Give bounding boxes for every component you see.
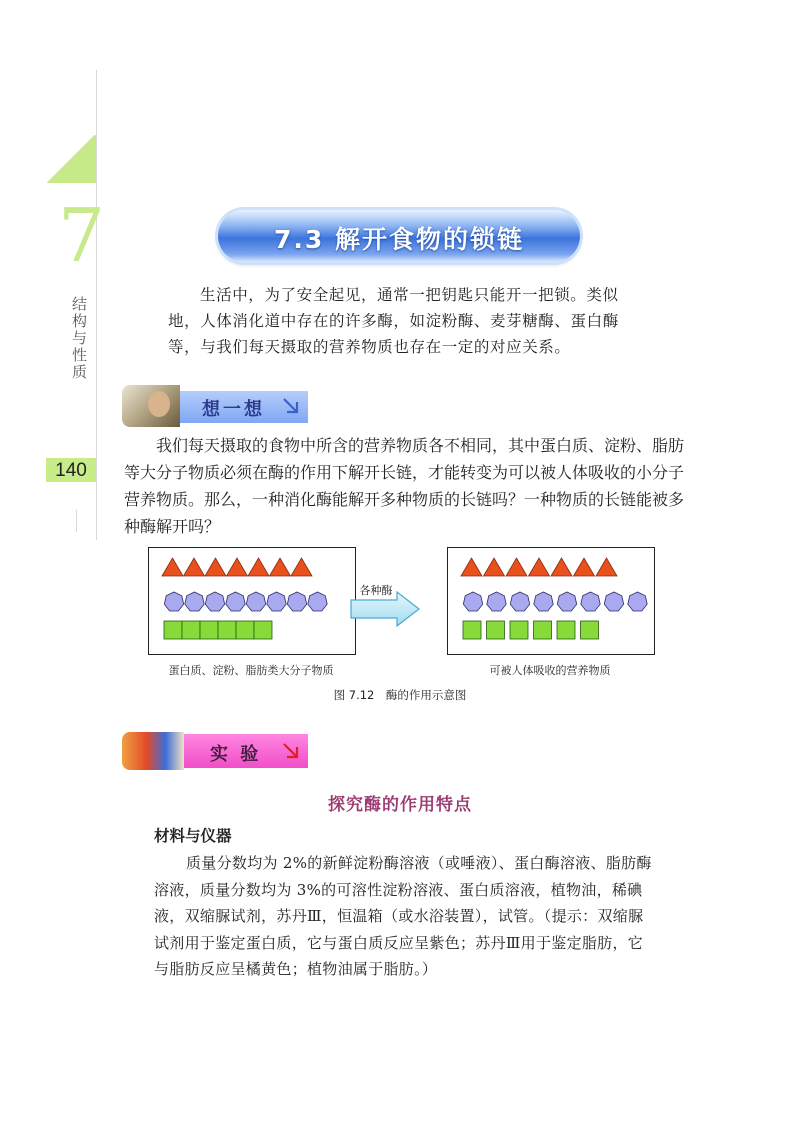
triangle-unit <box>574 558 595 576</box>
square-unit <box>218 621 236 639</box>
experiment-title: 探究酶的作用特点 <box>328 795 472 815</box>
figure-caption: 图 7.12 酶的作用示意图 <box>333 688 467 702</box>
figure-left-caption: 蛋白质、淀粉、脂肪类大分子物质 <box>168 664 334 677</box>
arrow-down-right-icon <box>282 742 300 760</box>
square-unit <box>164 621 182 639</box>
heptagon-unit <box>164 592 183 611</box>
nutrient-diagram <box>448 548 654 654</box>
arrow-label: 各种酶 <box>359 584 393 597</box>
triangle-unit <box>205 558 226 576</box>
square-unit <box>200 621 218 639</box>
heptagon-unit <box>628 592 647 611</box>
chapter-tab-triangle <box>46 135 96 183</box>
triangle-unit <box>184 558 205 576</box>
heptagon-unit <box>205 592 224 611</box>
think-paragraph: 我们每天摄取的食物中所含的营养物质各不相同，其中蛋白质、淀粉、脂肪等大分子物质必须在酶的作用下解开长链，才能转变为可以被人体吸收的小分子营养物质。那么，一种消化酶能解开多种物质的长链吗？一种物质的长链能被多种酶解开吗？ <box>124 438 685 536</box>
square-unit <box>510 621 528 639</box>
triangle-unit <box>291 558 312 576</box>
heptagon-unit <box>487 592 506 611</box>
triangle-unit <box>529 558 550 576</box>
square-unit <box>557 621 575 639</box>
heptagon-unit <box>557 592 576 611</box>
square-unit <box>463 621 481 639</box>
page-number: 140 <box>55 460 87 481</box>
triangle-unit <box>270 558 291 576</box>
experiment-banner <box>122 732 308 768</box>
chapter-name: 结构与性质 <box>72 295 88 381</box>
section-title: 7.3 解开食物的锁链 <box>274 225 524 254</box>
triangle-unit <box>551 558 572 576</box>
heptagon-unit <box>510 592 529 611</box>
figure-box-right <box>447 547 655 655</box>
think-banner <box>122 385 308 421</box>
triangle-unit <box>506 558 527 576</box>
triangle-unit <box>227 558 248 576</box>
heptagon-unit <box>226 592 245 611</box>
square-unit <box>534 621 552 639</box>
margin-rule <box>96 70 97 540</box>
heptagon-unit <box>185 592 204 611</box>
heptagon-unit <box>246 592 265 611</box>
triangle-unit <box>461 558 482 576</box>
think-banner-photo <box>122 385 180 427</box>
square-unit <box>581 621 599 639</box>
macromolecule-diagram <box>149 548 355 654</box>
figure-box-left <box>148 547 356 655</box>
heptagon-unit <box>604 592 623 611</box>
margin-corner <box>76 510 97 532</box>
triangle-unit <box>484 558 505 576</box>
heptagon-unit <box>581 592 600 611</box>
materials-paragraph: 质量分数均为 2%的新鲜淀粉酶溶液（或唾液）、蛋白酶溶液、脂肪酶溶液，质量分数均为 3%的可溶性淀粉溶液、蛋白质溶液，植物油，稀碘液，双缩脲试剂，苏丹Ⅲ，恒温箱（或水浴装置），试管。（提示：双缩脲试剂用于鉴定蛋白质，它与蛋白质反应呈紫色；苏丹Ⅲ用于鉴定脂肪，它与脂肪反应呈橘黄色；植物油属于脂肪。） <box>154 854 652 978</box>
experiment-banner-label: 实 验 <box>210 744 262 765</box>
experiment-banner-photo <box>122 732 184 770</box>
fat-arrow-icon <box>349 591 421 627</box>
chapter-number: 7 <box>58 193 106 279</box>
arrow-down-right-icon <box>282 397 300 415</box>
intro-paragraph: 生活中，为了安全起见，通常一把钥匙只能开一把锁。类似地，人体消化道中存在的许多酶，如淀粉酶、麦芽糖酶、蛋白酶等，与我们每天摄取的营养物质也存在一定的对应关系。 <box>168 286 619 356</box>
heptagon-unit <box>287 592 306 611</box>
think-banner-label: 想一想 <box>202 399 265 420</box>
figure-right-caption: 可被人体吸收的营养物质 <box>489 664 611 677</box>
triangle-unit <box>162 558 183 576</box>
heptagon-unit <box>534 592 553 611</box>
square-unit <box>236 621 254 639</box>
triangle-unit <box>248 558 269 576</box>
materials-heading: 材料与仪器 <box>154 827 232 845</box>
heptagon-unit <box>463 592 482 611</box>
square-unit <box>487 621 505 639</box>
heptagon-unit <box>267 592 286 611</box>
square-unit <box>254 621 272 639</box>
triangle-unit <box>596 558 617 576</box>
heptagon-unit <box>308 592 327 611</box>
square-unit <box>182 621 200 639</box>
